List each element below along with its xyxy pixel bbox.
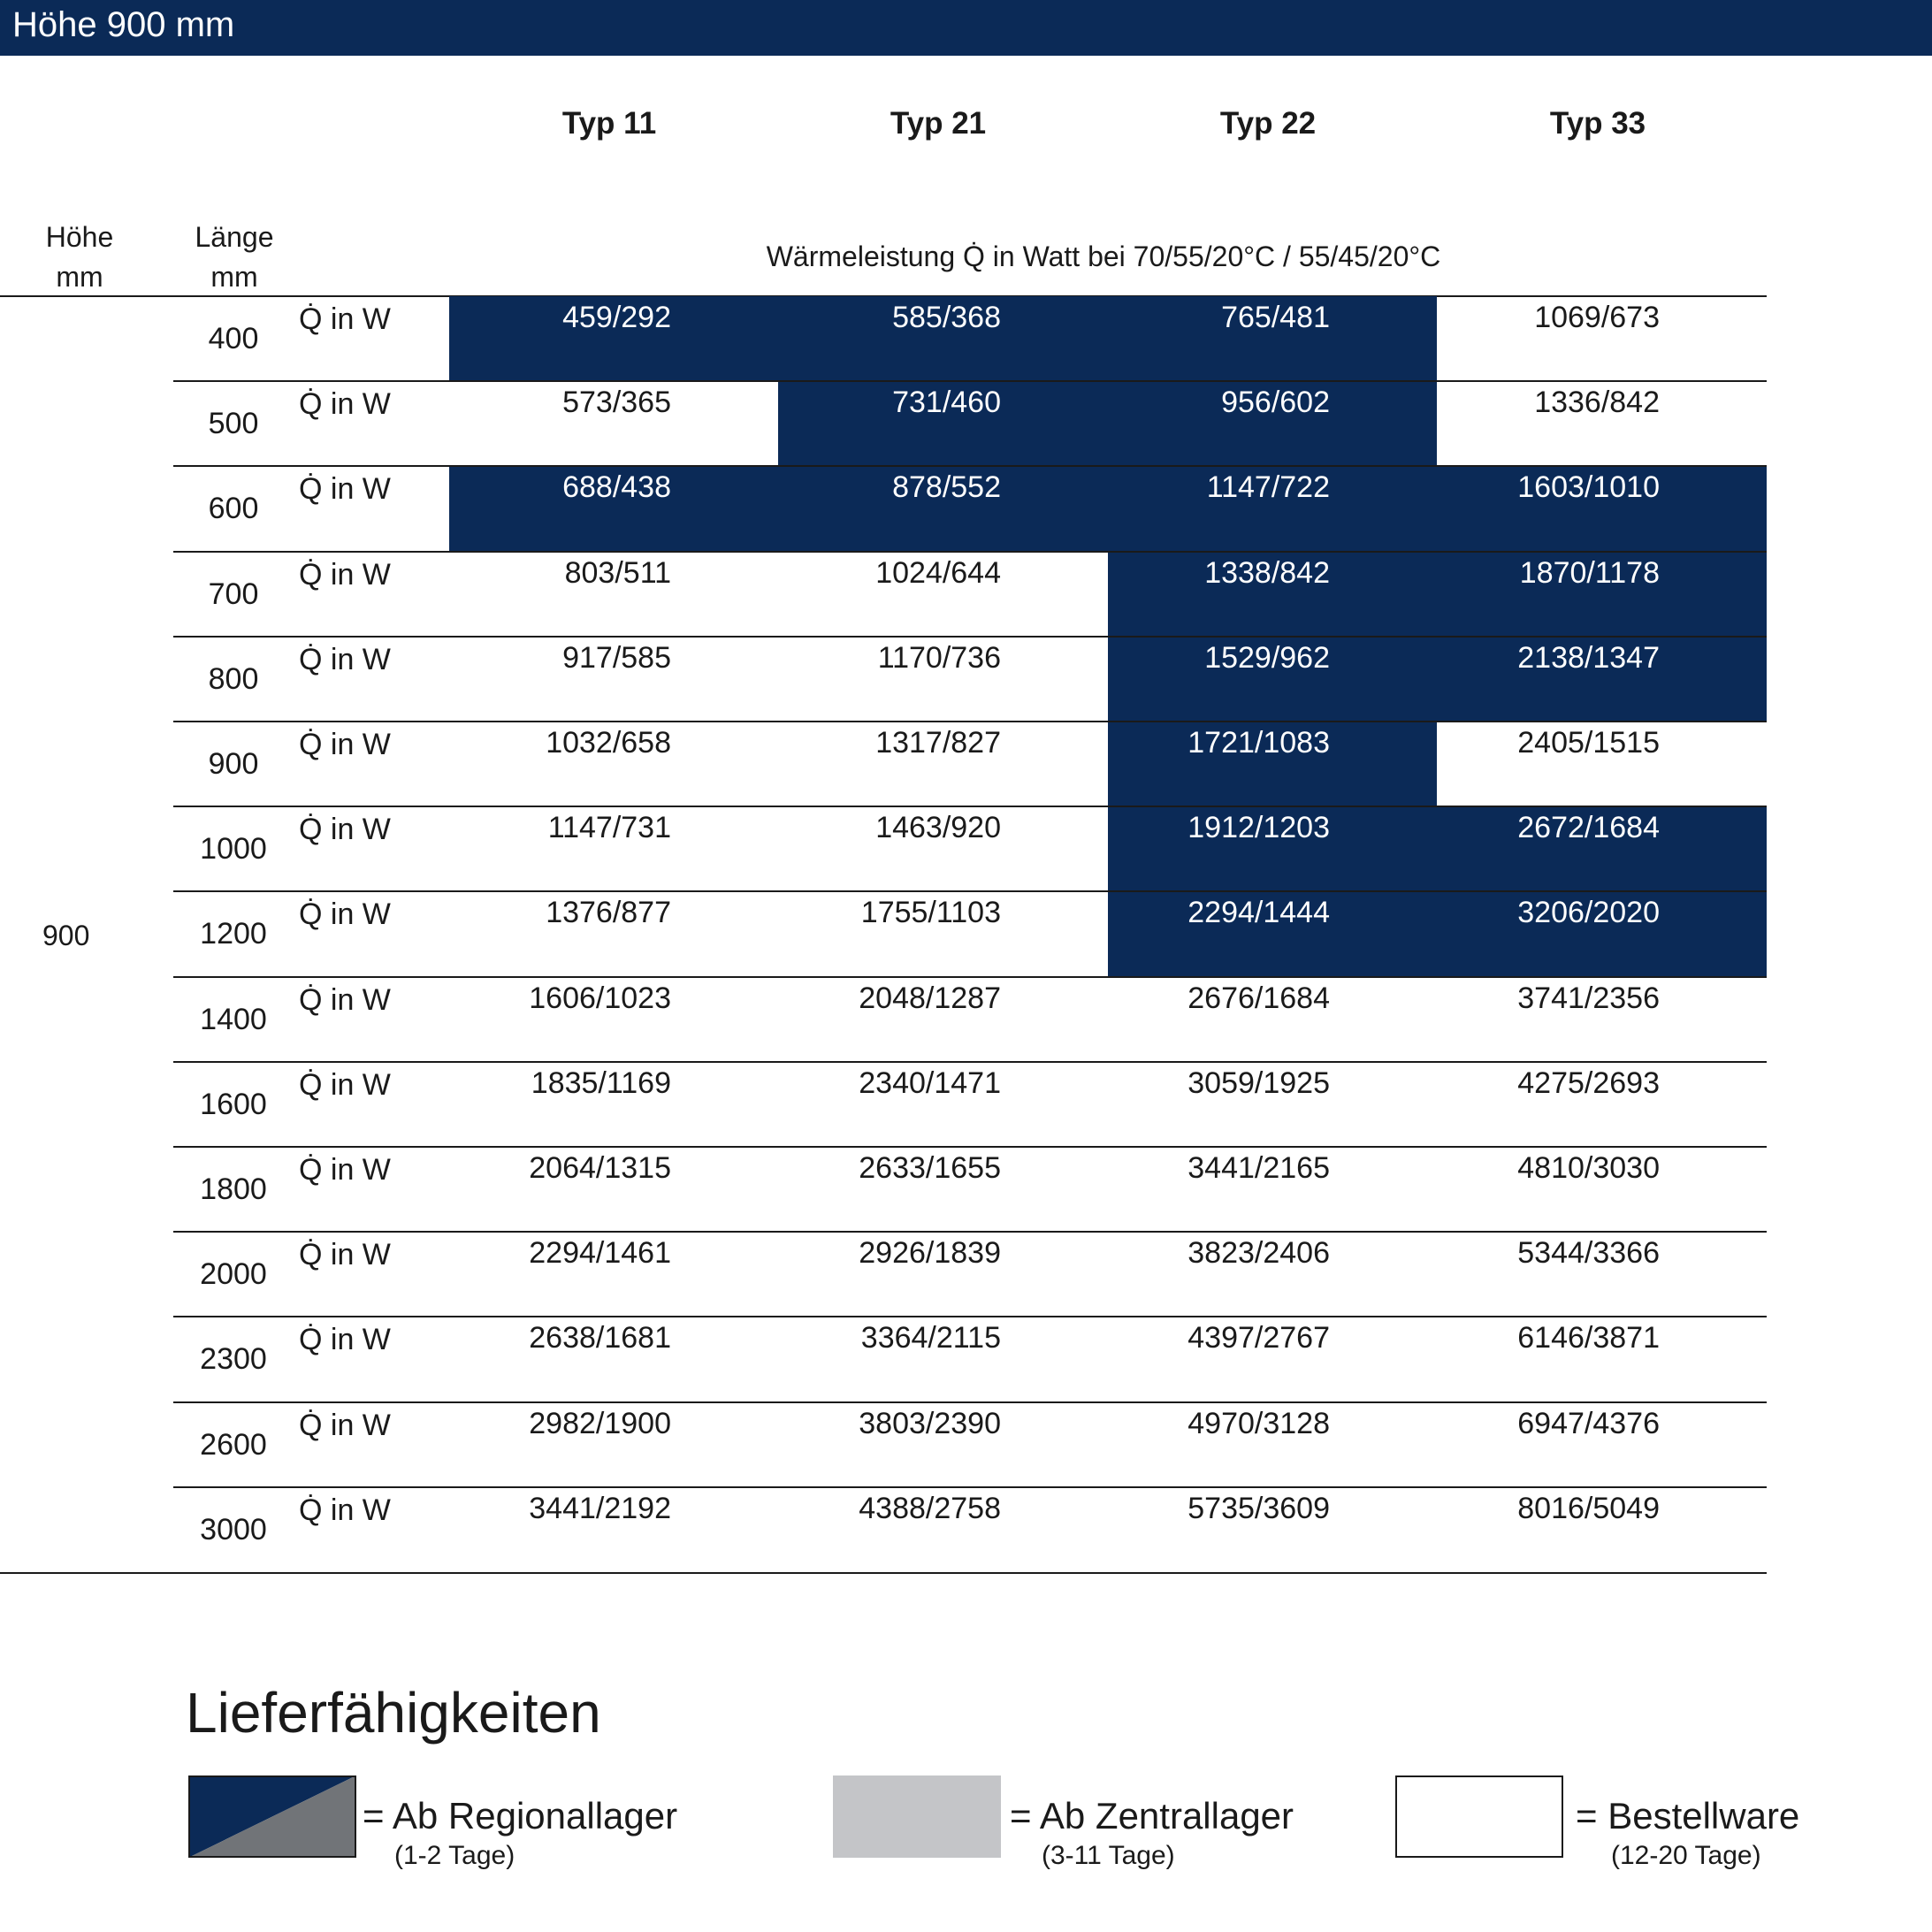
heat-output-value: 4275/2693 [1517,1065,1660,1100]
heat-output-value: 3803/2390 [859,1406,1001,1440]
length-value: 800 [208,661,259,696]
length-value: 600 [208,492,259,526]
column-header-typ-21: Typ 21 [890,106,987,141]
legend-label-central: = Ab Zentrallager [1010,1795,1294,1837]
heat-output-value: 2138/1347 [1517,640,1660,675]
heat-output-value: 1376/877 [546,896,671,930]
column-header-typ-22: Typ 22 [1219,106,1317,141]
legend-label-regional: = Ab Regionallager [363,1795,678,1837]
heat-output-value: 4970/3128 [1187,1406,1330,1440]
heat-output-value: 4397/2767 [1187,1321,1330,1355]
heat-output-value: 2294/1444 [1187,896,1330,930]
row-divider [173,1316,1767,1317]
length-value: 1800 [200,1172,267,1206]
heat-output-value: 1170/736 [877,640,1001,675]
heat-output-value: 688/438 [562,470,671,505]
legend-sub-regional: (1-2 Tage) [394,1841,515,1870]
heat-output-value: 1721/1083 [1187,726,1330,760]
column-header-typ-11: Typ 11 [561,106,657,141]
row-divider [173,465,1767,467]
length-value: 900 [208,747,259,781]
row-divider [173,976,1767,978]
heat-output-value: 573/365 [562,386,671,420]
row-divider [173,1401,1767,1403]
length-column-header [172,218,296,297]
heat-output-value: 2294/1461 [529,1236,671,1271]
legend-sub-central: (3-11 Tage) [1042,1841,1175,1870]
unit-label: Q̇ in W [299,982,391,1017]
unit-label: Q̇ in W [299,897,391,932]
length-value: 1400 [200,1002,267,1036]
length-value: 500 [208,407,259,441]
legend-swatch-regional [188,1775,356,1858]
heat-output-value: 1147/722 [1206,470,1330,505]
legend-sub-order: (12-20 Tage) [1611,1841,1761,1870]
unit-label: Q̇ in W [299,1408,391,1442]
row-divider [173,1061,1767,1063]
heat-output-value: 731/460 [892,386,1001,420]
height-unit: mm [56,261,103,293]
heat-output-value: 2926/1839 [859,1236,1001,1271]
title-bar [0,0,1932,56]
heat-output-value: 459/292 [562,301,671,334]
length-value: 2300 [200,1342,267,1377]
heat-output-value: 803/511 [564,555,671,590]
length-label: Länge [195,221,274,253]
heat-output-value: 2064/1315 [529,1151,671,1185]
heat-output-value: 3741/2356 [1517,981,1660,1015]
heat-output-value: 2676/1684 [1187,981,1330,1015]
heat-output-value: 1032/658 [546,726,671,760]
column-header-typ-33: Typ 33 [1549,106,1646,141]
heat-output-value: 8016/5049 [1517,1491,1660,1525]
heat-output-value: 6146/3871 [1517,1321,1660,1355]
length-value: 400 [208,322,259,355]
heat-output-value: 3206/2020 [1517,896,1660,930]
heat-output-value: 765/481 [1221,301,1330,334]
unit-label: Q̇ in W [299,1323,391,1357]
row-divider [173,636,1767,638]
row-divider [173,380,1767,382]
heat-output-value: 4388/2758 [859,1491,1001,1525]
row-divider [173,1231,1767,1233]
heat-output-value: 3059/1925 [1187,1065,1330,1100]
page-title: Höhe 900 mm [12,5,235,44]
unit-label: Q̇ in W [299,1238,391,1272]
heat-output-value: 3823/2406 [1187,1236,1330,1271]
heat-output-value: 1529/962 [1204,640,1330,675]
legend-label-order: = Bestellware [1576,1795,1800,1837]
table-subtitle: Wärmeleistung Q̇ in Watt bei 70/55/20°C / 55/45/20°C [766,241,1441,272]
length-value: 2000 [200,1257,267,1292]
unit-label: Q̇ in W [299,387,391,422]
unit-label: Q̇ in W [299,1493,391,1527]
heat-output-value: 2638/1681 [529,1321,671,1355]
heat-output-value: 1603/1010 [1517,470,1660,505]
row-divider [173,1146,1767,1148]
unit-label: Q̇ in W [299,472,391,507]
length-value: 1600 [200,1087,267,1121]
length-value: 1000 [200,832,267,867]
heat-output-value: 1870/1178 [1519,555,1660,590]
heat-output-value: 1912/1203 [1187,811,1330,845]
legend-swatch-order [1395,1775,1563,1858]
heat-output-value: 1336/842 [1534,386,1660,420]
row-divider [173,1486,1767,1488]
heat-output-value: 2340/1471 [859,1065,1001,1100]
unit-label: Q̇ in W [299,642,391,676]
heat-output-value: 3364/2115 [860,1321,1001,1355]
height-value: 900 [42,920,90,951]
unit-label: Q̇ in W [299,557,391,592]
row-divider [173,551,1767,553]
table-bottom-rule [0,1572,1767,1574]
row-divider [173,806,1767,807]
heat-output-value: 2633/1655 [859,1151,1001,1185]
unit-label: Q̇ in W [299,813,391,847]
length-value: 3000 [200,1512,267,1546]
heat-output-value: 1338/842 [1204,555,1330,590]
unit-label: Q̇ in W [299,728,391,761]
unit-label: Q̇ in W [299,1153,391,1187]
heat-output-value: 2672/1684 [1517,811,1660,845]
heat-output-value: 1835/1169 [531,1065,671,1100]
heat-output-value: 3441/2165 [1187,1151,1330,1185]
unit-label: Q̇ in W [299,1067,391,1102]
heat-output-value: 2982/1900 [529,1406,671,1440]
heat-output-value: 5344/3366 [1517,1236,1660,1271]
heat-output-value: 4810/3030 [1517,1151,1660,1185]
heat-output-value: 2048/1287 [859,981,1001,1015]
height-column-header [18,218,141,297]
row-divider [173,890,1767,892]
length-value: 2600 [200,1427,267,1462]
heat-output-value: 1317/827 [875,726,1001,760]
heat-output-value: 5735/3609 [1187,1491,1330,1525]
legend-title: Lieferfähigkeiten [186,1681,601,1745]
heat-output-value: 1069/673 [1534,301,1660,334]
heat-output-value: 1463/920 [875,811,1001,845]
length-value: 700 [208,577,259,611]
unit-label: Q̇ in W [299,302,391,336]
heat-output-value: 1755/1103 [860,896,1001,930]
heat-output-value: 1024/644 [875,555,1001,590]
heat-output-value: 3441/2192 [529,1491,671,1525]
heat-output-value: 585/368 [892,301,1001,334]
row-divider [173,721,1767,722]
length-value: 1200 [200,917,267,951]
heat-output-value: 2405/1515 [1517,726,1660,760]
heat-output-value: 917/585 [562,640,671,675]
heat-output-value: 1147/731 [547,811,671,845]
heat-output-value: 6947/4376 [1517,1406,1660,1440]
heat-output-value: 956/602 [1221,386,1330,420]
heat-output-value: 1606/1023 [529,981,671,1015]
heat-output-value: 878/552 [892,470,1001,505]
length-unit: mm [210,261,258,293]
height-label: Höhe [45,221,114,253]
legend-swatch-central [833,1775,1001,1858]
